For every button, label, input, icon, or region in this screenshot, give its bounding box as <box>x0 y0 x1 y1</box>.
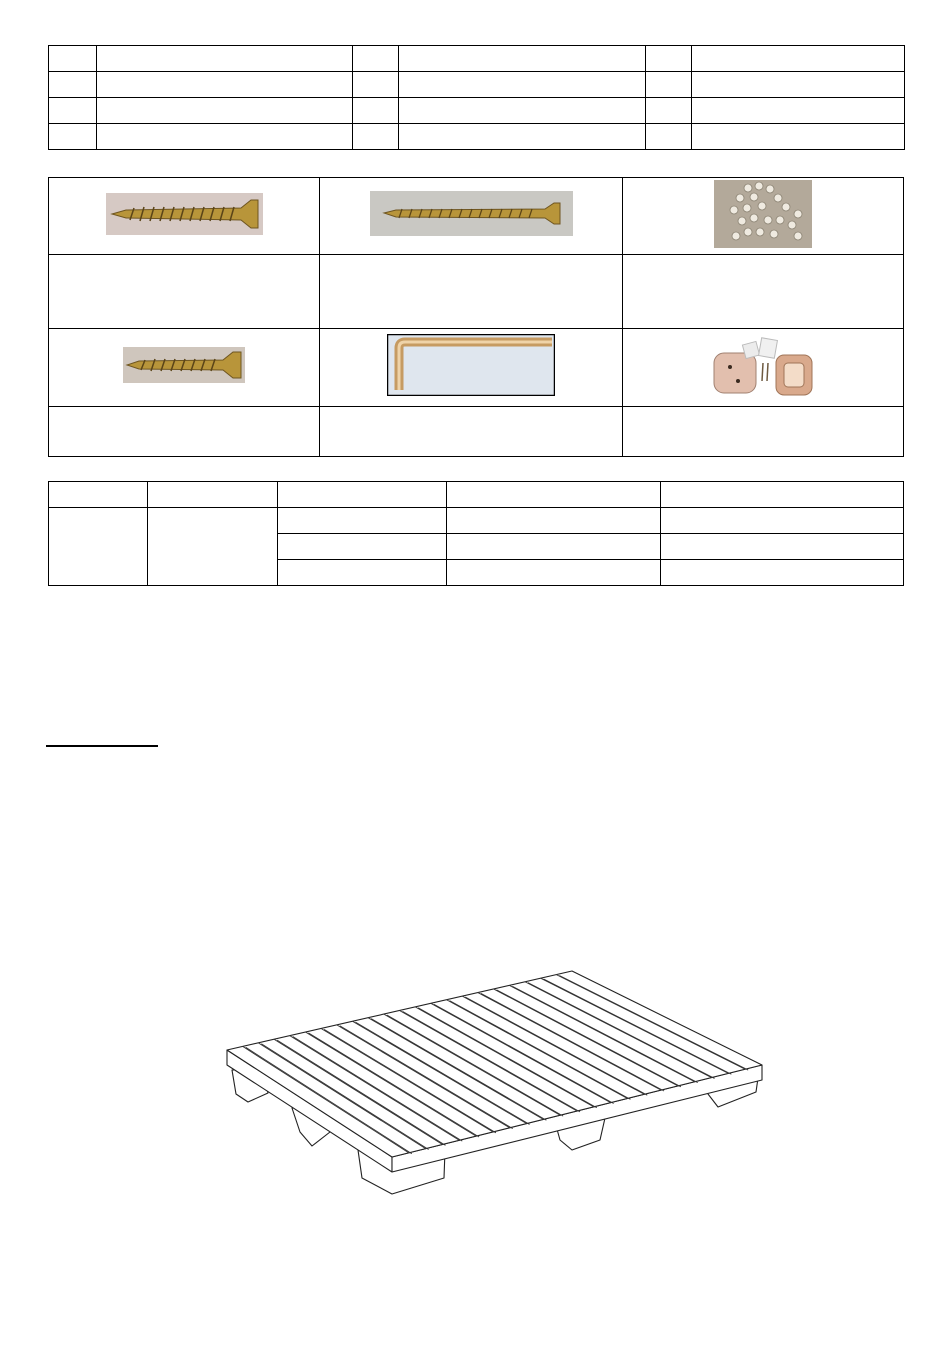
table-cell <box>399 72 646 98</box>
table-cell <box>661 534 904 560</box>
hardware-label <box>623 255 904 329</box>
parts-table <box>48 45 905 150</box>
table-row <box>49 482 904 508</box>
table-cell <box>353 46 399 72</box>
table-row <box>49 329 904 407</box>
table-cell <box>399 46 646 72</box>
table-cell <box>148 508 278 586</box>
table-cell <box>692 98 905 124</box>
allen-key-icon <box>387 334 555 396</box>
table-row <box>49 178 904 255</box>
table-cell <box>661 508 904 534</box>
table-cell <box>320 329 623 407</box>
table-cell <box>447 560 661 586</box>
wooden-floor-platform-icon <box>220 965 770 1200</box>
table-cell <box>49 482 148 508</box>
table-cell <box>49 46 97 72</box>
wall-bracket-kit-icon <box>708 329 818 401</box>
table-cell <box>49 178 320 255</box>
hardware-label <box>623 407 904 457</box>
table-cell <box>661 560 904 586</box>
table-cell <box>320 178 623 255</box>
table-cell <box>49 124 97 150</box>
hardware-label <box>49 407 320 457</box>
spec-table <box>48 481 904 586</box>
table-cell <box>278 482 447 508</box>
table-cell <box>447 482 661 508</box>
table-cell <box>623 178 904 255</box>
table-row <box>49 46 905 72</box>
table-cell <box>646 98 692 124</box>
table-cell <box>49 98 97 124</box>
table-cell <box>97 46 353 72</box>
table-row <box>49 508 904 534</box>
table-cell <box>447 508 661 534</box>
cover-caps-icon <box>714 180 812 248</box>
table-cell <box>399 98 646 124</box>
table-cell <box>148 482 278 508</box>
table-cell <box>97 72 353 98</box>
hardware-label <box>320 255 623 329</box>
table-cell <box>49 72 97 98</box>
table-cell <box>353 98 399 124</box>
table-cell <box>353 72 399 98</box>
short-screw-icon <box>123 347 245 383</box>
hardware-table <box>48 177 904 457</box>
table-row <box>49 255 904 329</box>
table-cell <box>646 124 692 150</box>
long-countersunk-screw-icon <box>106 193 263 235</box>
table-cell <box>447 534 661 560</box>
table-cell <box>692 124 905 150</box>
table-cell <box>49 329 320 407</box>
table-cell <box>623 329 904 407</box>
table-cell <box>646 72 692 98</box>
table-cell <box>661 482 904 508</box>
table-cell <box>97 98 353 124</box>
table-cell <box>278 534 447 560</box>
table-cell <box>278 508 447 534</box>
hardware-label <box>49 255 320 329</box>
hardware-label <box>320 407 623 457</box>
table-cell <box>399 124 646 150</box>
table-cell <box>49 508 148 586</box>
table-row <box>49 124 905 150</box>
slim-screw-icon <box>370 191 573 236</box>
table-cell <box>353 124 399 150</box>
table-cell <box>692 46 905 72</box>
table-cell <box>646 46 692 72</box>
section-heading-underline <box>46 745 158 747</box>
table-row <box>49 72 905 98</box>
table-row <box>49 98 905 124</box>
table-cell <box>278 560 447 586</box>
table-row <box>49 407 904 457</box>
table-cell <box>692 72 905 98</box>
table-cell <box>97 124 353 150</box>
